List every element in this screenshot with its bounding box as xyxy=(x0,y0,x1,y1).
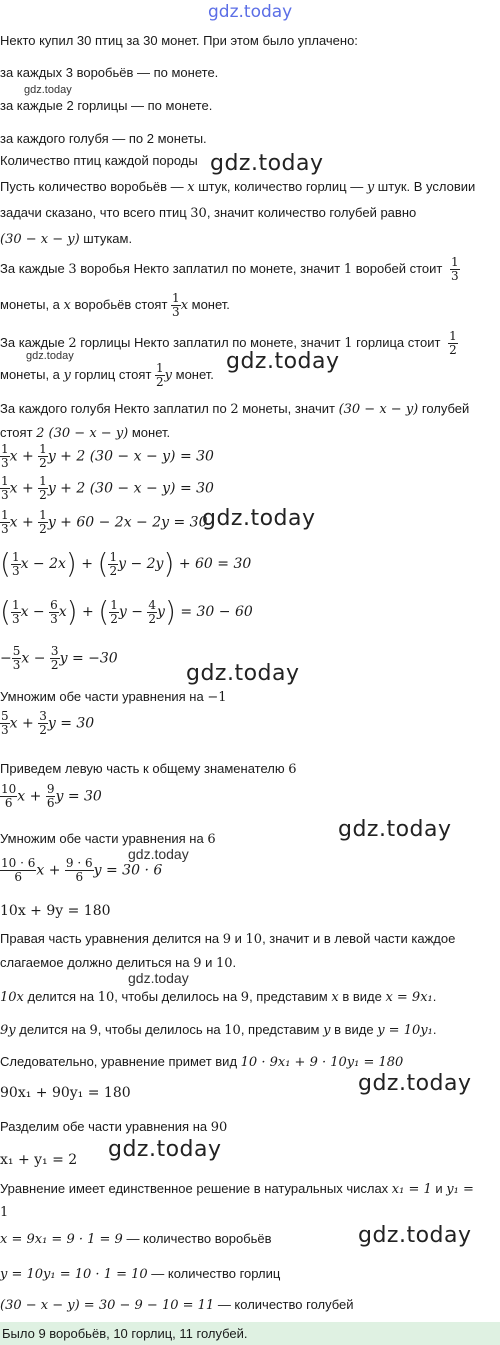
num: 5 xyxy=(12,644,21,658)
text: воробей стоит xyxy=(352,260,443,276)
fraction xyxy=(50,645,60,672)
num: 9 xyxy=(89,1023,98,1038)
equation-6: − $\frac{5}{3}$ x − $\frac{3}{2}$ y = −30 xyxy=(0,644,118,672)
var-x: x xyxy=(58,604,67,620)
paren-close: ) xyxy=(66,595,78,628)
text: За каждые xyxy=(0,260,69,276)
num: 9 · 6 xyxy=(65,856,93,870)
text: , значит и в левой части каждое xyxy=(262,931,456,946)
den: 2 xyxy=(50,658,59,672)
num: 6 xyxy=(207,832,216,847)
expr: y − 2y xyxy=(118,556,164,572)
problem-pigeons: за каждого голубя — по 2 монеты. xyxy=(0,131,207,146)
var-y: y xyxy=(55,788,64,805)
fraction xyxy=(11,551,21,578)
fraction xyxy=(0,443,10,470)
num: 10 · 6 xyxy=(1,856,36,870)
den: 3 xyxy=(450,269,459,283)
text: монет. xyxy=(128,425,171,440)
problem-doves: за каждые 2 горлицы — по монете. xyxy=(0,98,213,113)
text: Правая часть уравнения делится на xyxy=(0,931,223,946)
expr: 10 · 9x₁ + 9 · 10y₁ = 180 xyxy=(240,1055,404,1070)
watermark: gdz.today xyxy=(358,1223,472,1248)
fraction xyxy=(38,509,48,536)
num: 9 xyxy=(222,932,232,947)
expr: (30 − x − y) xyxy=(338,402,419,417)
var-x: x xyxy=(20,604,29,620)
num: −1 xyxy=(207,690,227,705)
den: 3 xyxy=(1,488,9,502)
rest-line xyxy=(0,230,132,249)
num: 1 xyxy=(110,597,118,612)
num: 1 xyxy=(39,474,47,488)
fraction xyxy=(38,710,48,737)
num: 6 xyxy=(288,762,297,777)
text: Разделим обе части уравнения на xyxy=(0,1119,211,1134)
den: 6 xyxy=(46,796,55,810)
var-y: y xyxy=(157,604,165,620)
problem-intro: Некто купил 30 птиц за 30 монет. При этом было уплачено: xyxy=(0,33,358,48)
den: 6 xyxy=(0,796,17,810)
expr: y + 2 (30 − x − y) = 30 xyxy=(47,480,214,497)
num: 10 xyxy=(245,932,263,947)
den: 3 xyxy=(1,522,9,536)
den: 2 xyxy=(449,343,457,357)
expr: x − 2x xyxy=(20,556,66,572)
text: горлица стоит xyxy=(352,334,441,350)
problem-question: Количество птиц каждой породы xyxy=(0,153,198,168)
num: 90 xyxy=(210,1120,228,1135)
expr: y = 10y₁ = 10 · 1 = 10 xyxy=(0,1267,148,1282)
fraction xyxy=(448,330,458,357)
num: 1 xyxy=(156,361,164,375)
paren-close: ) xyxy=(164,595,176,628)
equation-2 xyxy=(0,475,214,502)
text: монеты, а xyxy=(0,366,64,382)
calc-doves-line xyxy=(0,1265,280,1284)
var-x: x xyxy=(36,862,45,879)
fraction xyxy=(0,509,10,536)
watermark: gdz.today xyxy=(108,1137,222,1162)
den: 3 xyxy=(1,723,9,737)
var-y: y xyxy=(118,604,127,620)
sparrow-cost-line xyxy=(0,256,460,283)
expr: y + 60 − 2x − 2y = 30 xyxy=(47,514,208,531)
expr: x + xyxy=(9,448,39,465)
num: 2 xyxy=(230,402,239,417)
text: , представим xyxy=(249,989,332,1004)
divisibility-line xyxy=(0,930,455,949)
num: 1 xyxy=(109,549,118,564)
num: 1 xyxy=(39,508,47,522)
equation-8: $\frac{10}{6}$ x + $\frac{9}{6}$ y = 30 xyxy=(1,782,102,810)
fraction xyxy=(147,599,157,626)
num: 1 xyxy=(172,291,180,305)
text: делится на xyxy=(15,1022,90,1037)
den: 2 xyxy=(39,488,47,502)
num: 30 xyxy=(190,206,207,221)
expr: 2 (30 − x − y) xyxy=(36,426,129,441)
watermark: gdz.today xyxy=(338,817,452,842)
text: горлиц стоят xyxy=(70,366,156,382)
text: и xyxy=(431,1181,447,1196)
text: , чтобы делилось на xyxy=(114,989,241,1004)
num: 1 xyxy=(39,442,47,456)
den: 2 xyxy=(148,611,157,626)
equation-4: ( $\frac{1}{3}$ x − 2x) + ( $\frac{1}{2}$ y − 2y) + 60 = 30 xyxy=(0,547,252,580)
fraction xyxy=(171,292,181,319)
watermark: gdz.today xyxy=(202,506,316,531)
num: 9 xyxy=(193,956,202,971)
var-x: x xyxy=(331,990,339,1005)
text: голубей xyxy=(418,401,470,416)
num: 3 xyxy=(39,709,47,723)
num: 1 xyxy=(1,442,9,456)
var-x: x xyxy=(17,788,26,805)
expr: = −30 xyxy=(71,650,118,667)
num: 2 xyxy=(68,335,77,351)
num: 10 xyxy=(224,1023,241,1038)
let-line xyxy=(0,178,475,197)
text: стоят xyxy=(0,425,37,440)
total-line xyxy=(0,204,416,223)
num: 9 xyxy=(46,782,55,796)
expr: (30 − x − y) = 30 − 9 − 10 = 11 xyxy=(0,1298,215,1313)
text: штук, количество горлиц — xyxy=(194,179,367,194)
text: слагаемое должно делиться на xyxy=(0,955,194,970)
text: в виде xyxy=(330,1022,378,1037)
expr: y + 2 (30 − x − y) = 30 xyxy=(47,448,214,465)
num: 3 xyxy=(50,644,59,658)
fraction xyxy=(0,783,17,810)
text: Умножим обе части уравнения на xyxy=(0,831,208,846)
expr: x₁ = 1 xyxy=(391,1182,432,1197)
num: 1 xyxy=(450,255,459,269)
fraction xyxy=(11,599,21,626)
den: 6 xyxy=(65,870,94,884)
den: 3 xyxy=(172,305,180,319)
expr: x = 9x₁ xyxy=(385,990,433,1005)
text: задачи сказано, что всего птиц xyxy=(0,205,191,220)
var-y: y xyxy=(47,715,56,732)
text: воробьёв стоят xyxy=(70,296,172,312)
watermark: gdz.today xyxy=(226,349,340,374)
fraction xyxy=(12,645,22,672)
expr: (30 − x − y) xyxy=(0,232,80,247)
expr: = 30 · 6 xyxy=(106,862,163,879)
num: 10 xyxy=(1,782,17,796)
fraction xyxy=(49,599,59,626)
fraction xyxy=(38,443,48,470)
multiply-neg-line xyxy=(0,688,227,707)
text: и xyxy=(231,931,246,946)
watermark-small: gdz.today xyxy=(128,846,189,862)
y-substitution-line: 9y делится на 9, чтобы делилось на 10, представим y в виде y = 10y₁. xyxy=(0,1022,437,1038)
den: 3 xyxy=(11,563,20,578)
expr: y₁ = xyxy=(446,1182,474,1197)
paren-close: ) xyxy=(163,547,175,580)
text: Умножим обе части уравнения на xyxy=(0,689,208,704)
paren-open: ( xyxy=(0,595,11,628)
pigeon-cost-line-2 xyxy=(0,424,170,443)
text: , представим xyxy=(240,1022,324,1037)
unique-solution-line-2 xyxy=(0,1203,8,1222)
var-x: x xyxy=(187,180,195,195)
equation-10: 10x + 9y = 180 xyxy=(0,903,111,919)
text: Уравнение имеет единственное решение в натуральных числах xyxy=(0,1181,392,1196)
fraction xyxy=(0,475,10,502)
text: штукам. xyxy=(79,231,133,246)
dove-cost-line-2 xyxy=(0,362,214,389)
var-x: x xyxy=(63,297,71,313)
expr: = 30 − 60 xyxy=(175,604,253,620)
calc-pigeons-line xyxy=(0,1296,354,1315)
text: в виде xyxy=(338,989,386,1004)
expr: 10x xyxy=(0,990,24,1005)
text: — количество горлиц xyxy=(147,1266,281,1281)
text: , значит количество голубей равно xyxy=(206,205,417,220)
calc-sparrows-line xyxy=(0,1230,272,1249)
text: и xyxy=(201,955,216,970)
paren-open: ( xyxy=(97,547,109,580)
text: За каждые xyxy=(0,334,69,350)
expr: 9y xyxy=(0,1023,16,1038)
den: 2 xyxy=(156,375,164,389)
text: монеты, а xyxy=(0,296,64,312)
var-y: y xyxy=(164,367,173,383)
fraction xyxy=(109,599,119,626)
fraction xyxy=(108,551,118,578)
var-x: x xyxy=(9,715,18,732)
text: монеты, значит xyxy=(238,401,339,416)
expr: x = 9x₁ = 9 · 1 = 9 xyxy=(0,1232,123,1247)
num: 3 xyxy=(68,261,77,277)
den: 3 xyxy=(1,456,9,470)
text: горлицы Некто заплатил по монете, значит xyxy=(76,334,345,350)
expr: + 60 = 30 xyxy=(174,556,252,572)
watermark-small: gdz.today xyxy=(24,84,72,96)
watermark-small: gdz.today xyxy=(26,350,74,362)
watermark-small: gdz.today xyxy=(128,970,189,986)
var-y: y xyxy=(59,650,68,667)
equation-3 xyxy=(0,509,208,536)
num: 1 xyxy=(1,474,9,488)
paren-open: ( xyxy=(98,595,110,628)
equation-9: $\frac{10 \cdot 6}{6}$ x + $\frac{9 \cdot 6}{6}$ y = 30 · 6 xyxy=(1,856,163,884)
den: 3 xyxy=(50,611,58,626)
expr: y = 10y₁ xyxy=(377,1023,433,1038)
common-denominator-line xyxy=(0,760,297,779)
text: монет. xyxy=(188,296,230,312)
den: 3 xyxy=(11,611,20,626)
problem-sparrows: за каждых 3 воробьёв — по монете. xyxy=(0,65,219,80)
fraction xyxy=(0,710,10,737)
paren-open: ( xyxy=(0,547,11,580)
text: Следовательно, уравнение примет вид xyxy=(0,1054,241,1069)
text: Приведем левую часть к общему знаменателю xyxy=(0,761,289,776)
expr: x + xyxy=(9,480,39,497)
num: 1 xyxy=(449,329,457,343)
paren-close: ) xyxy=(65,547,77,580)
den: 3 xyxy=(12,658,21,672)
fraction xyxy=(0,857,36,884)
text: делится на xyxy=(23,989,98,1004)
result-line xyxy=(0,1053,403,1072)
sparrow-cost-line-2 xyxy=(0,292,230,319)
fraction xyxy=(38,475,48,502)
num: 6 xyxy=(50,597,58,612)
expr: = 30 xyxy=(60,715,95,732)
den: 2 xyxy=(39,723,47,737)
watermark: gdz.today xyxy=(210,151,324,176)
var-x: x xyxy=(21,650,30,667)
den: 2 xyxy=(109,563,118,578)
text: Пусть количество воробьёв — xyxy=(0,179,188,194)
unique-solution-line xyxy=(0,1180,474,1199)
num: 10 xyxy=(97,990,115,1005)
num: 1 xyxy=(0,1205,9,1220)
var-y: y xyxy=(93,862,102,879)
expr: = 30 xyxy=(67,788,102,805)
var-y: y xyxy=(63,367,71,383)
var-x: x xyxy=(180,297,189,313)
den: 6 xyxy=(0,870,36,884)
fraction xyxy=(450,256,460,283)
text: монет. xyxy=(172,366,214,382)
watermark-top: gdz.today xyxy=(208,2,293,22)
text: штук. В условии xyxy=(374,179,476,194)
fraction xyxy=(65,857,94,884)
equation-11: 90x₁ + 90y₁ = 180 xyxy=(0,1085,131,1101)
text: За каждого голубя Некто заплатил по xyxy=(0,401,231,416)
var-y: y xyxy=(323,1023,331,1038)
fraction xyxy=(155,362,165,389)
equation-12: x₁ + y₁ = 2 xyxy=(0,1152,78,1168)
num: 1 xyxy=(344,335,353,351)
text: — количество воробьёв xyxy=(122,1231,272,1246)
var-y: y xyxy=(366,180,375,195)
den: 2 xyxy=(110,611,118,626)
text: — количество голубей xyxy=(214,1297,354,1312)
num: 5 xyxy=(1,709,9,723)
divisibility-line-2: слагаемое должно делиться на 9 и 10. xyxy=(0,955,237,971)
expr: x + xyxy=(9,514,39,531)
den: 2 xyxy=(39,522,47,536)
num: 4 xyxy=(148,597,157,612)
den: 2 xyxy=(39,456,47,470)
num: 1 xyxy=(1,508,9,522)
divide-90-line xyxy=(0,1118,227,1137)
text: воробья Некто заплатил по монете, значит xyxy=(76,260,344,276)
equation-1 xyxy=(0,443,214,470)
pigeon-cost-line xyxy=(0,400,469,419)
equation-7: $\frac{5}{3}$ x + $\frac{3}{2}$ y = 30 xyxy=(1,709,95,737)
num: 9 xyxy=(240,990,250,1005)
watermark: gdz.today xyxy=(358,1071,472,1096)
num: 10 xyxy=(216,956,233,971)
num: 1 xyxy=(11,549,20,564)
num: 1 xyxy=(343,261,353,277)
answer-box: Было 9 воробьёв, 10 горлиц, 11 голубей. xyxy=(0,1322,500,1345)
equation-5: ( $\frac{1}{3}$ x − $\frac{6}{3}$ x) + ( $\frac{1}{2}$ y − $\frac{4}{2}$ y) = 30 − 60 xyxy=(0,595,253,628)
watermark: gdz.today xyxy=(186,661,300,686)
x-substitution-line: 10x делится на 10, чтобы делилось на 9, представим x в виде x = 9x₁. xyxy=(0,989,437,1005)
num: 1 xyxy=(11,597,20,612)
text: , чтобы делилось на xyxy=(97,1022,225,1037)
